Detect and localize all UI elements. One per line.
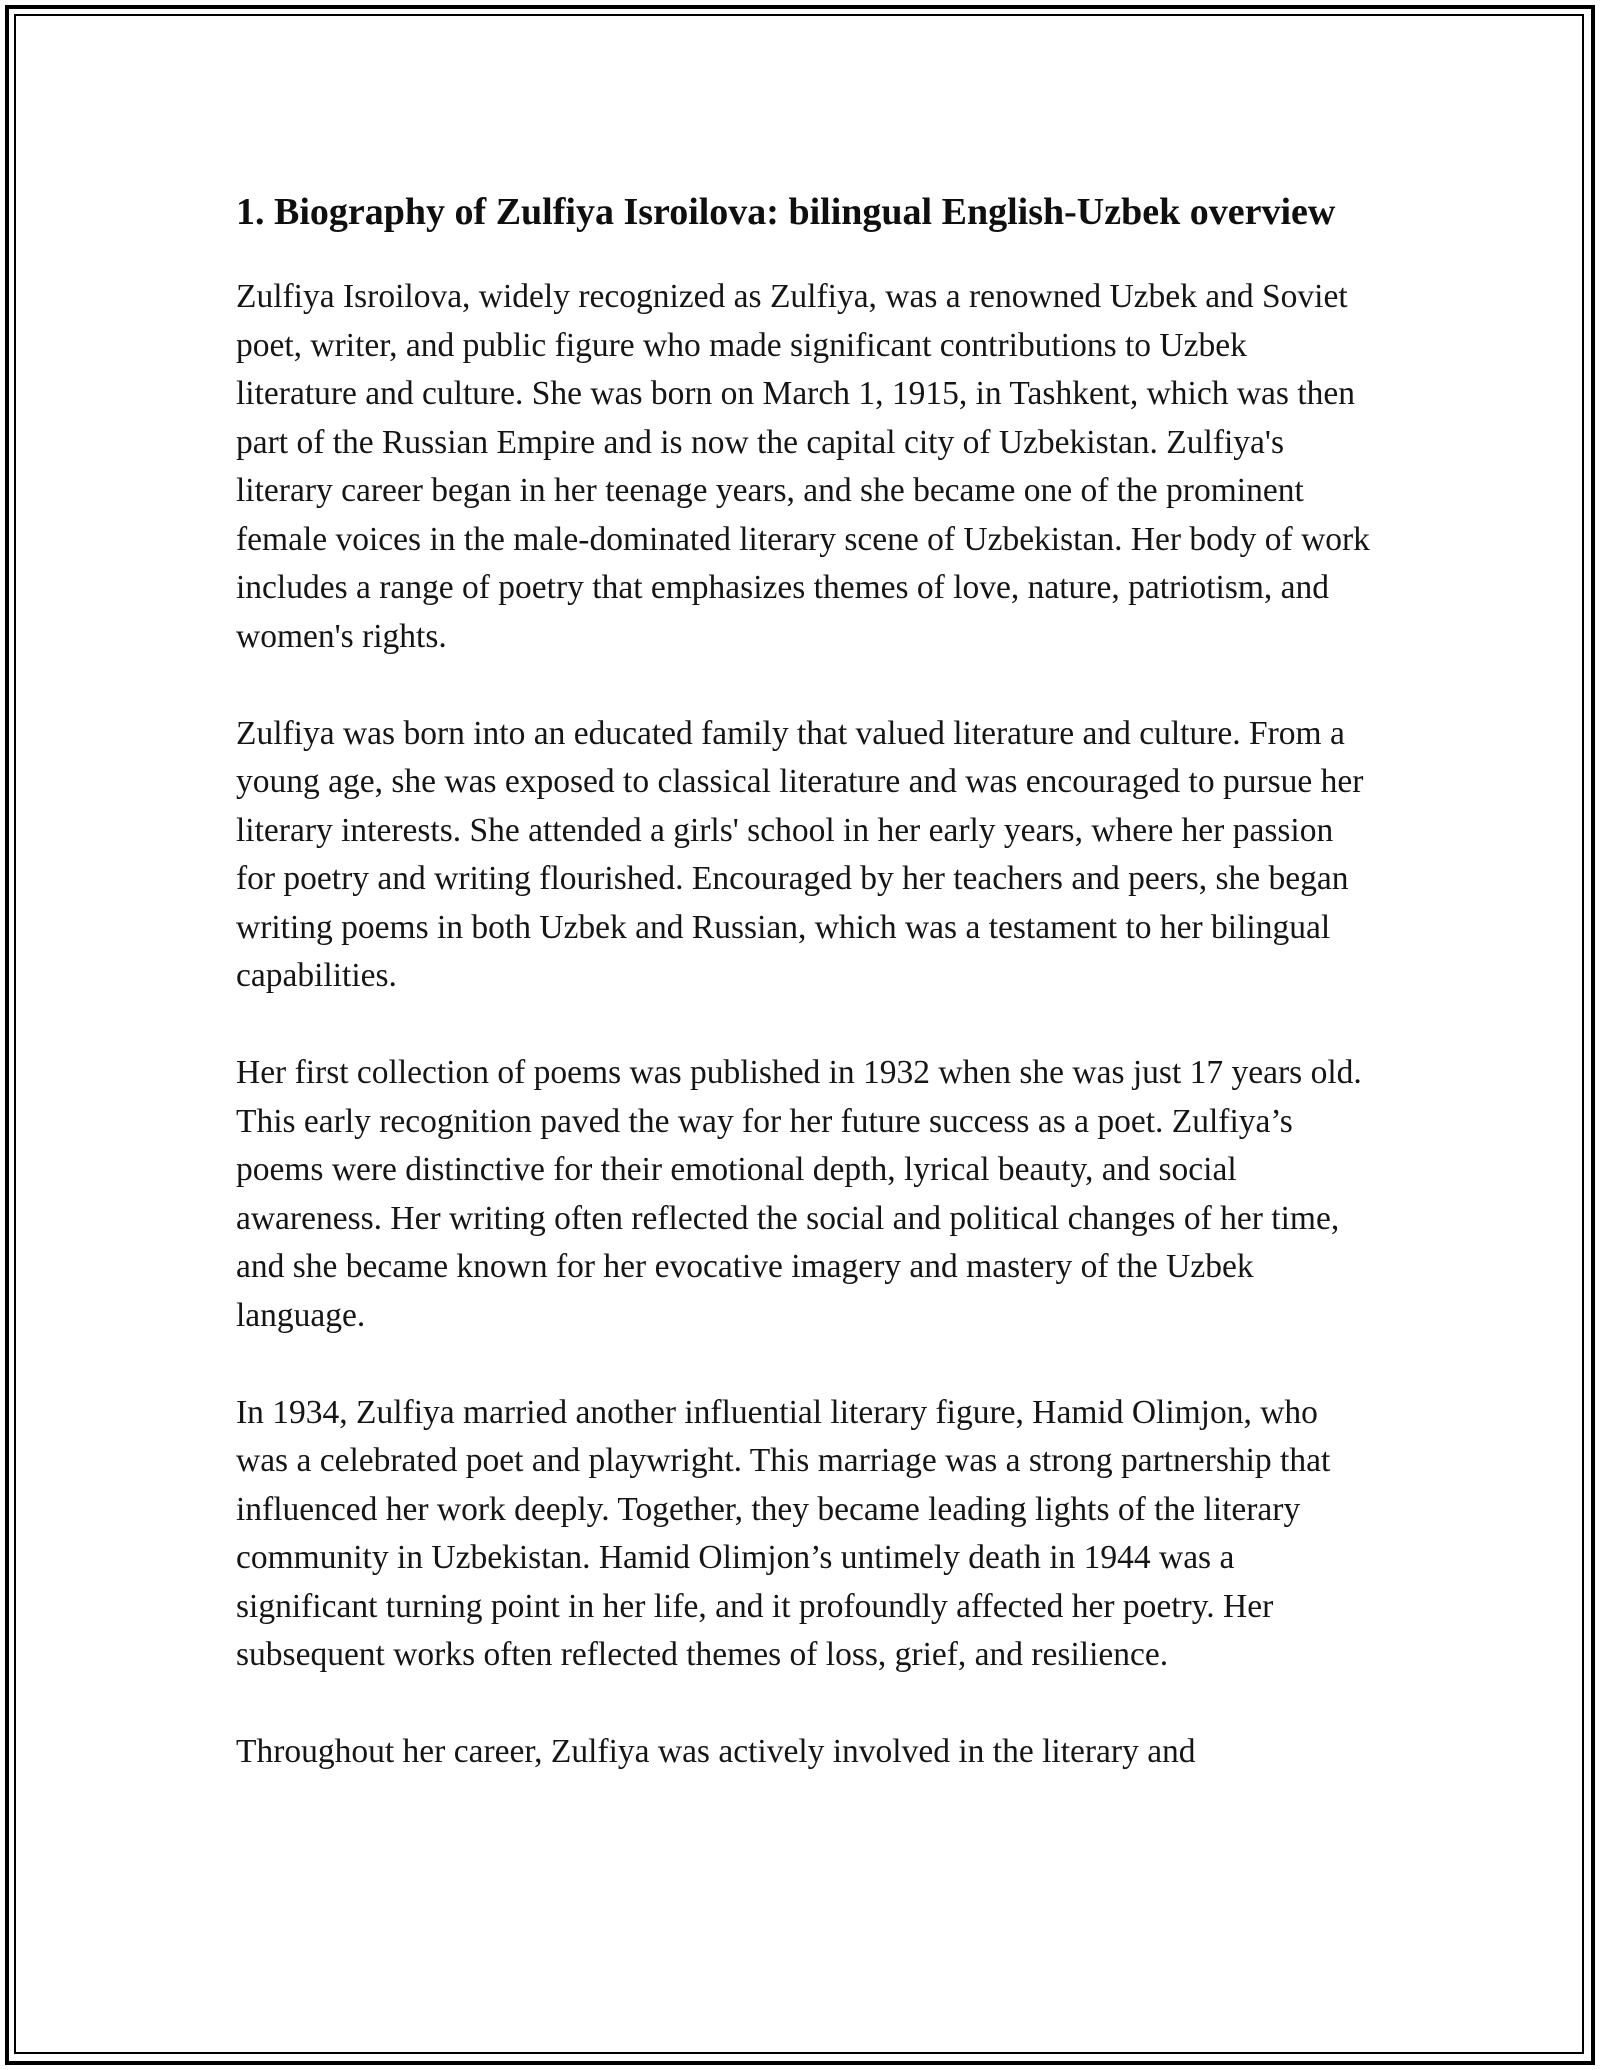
paragraph-3: Her first collection of poems was published in 1932 when she was just 17 years old. This early recognition paved the way for her future success as a poet. Zulfiya’s poems were distinctive for their emotional depth, lyrical beauty, and social awareness. Her writing often reflected the social and political changes of her time, and she became known for her evocative imagery and mastery of the Uzbek language. — [236, 1054, 1362, 1334]
paragraph-4: In 1934, Zulfiya married another influential literary figure, Hamid Olimjon, who was a celebrated poet and playwright. This marriage was a strong partnership that influenced her work deeply. Together, they became leading lights of the literary community in Uzbekistan. Hamid Olimjon’s untimely death in 1944 was a significant turning point in her life, and it profoundly affected her poetry. Her subsequent works often reflected themes of loss, grief, and resilience. — [236, 1393, 1331, 1673]
paragraph-2: Zulfiya was born into an educated family that valued literature and culture. From a young age, she was exposed to classical literature and was encouraged to pursue her literary interests. She attended a girls' school in her early years, where her passion for poetry and writing flourished. Encouraged by her teachers and peers, she began writing poems in both Uzbek and Russian, which was a testament to her bilingual capabilities. — [236, 714, 1364, 994]
document-body — [236, 185, 1376, 1825]
section-heading: 1. Biography of Zulfiya Isroilova: bilingual English-Uzbek overview — [236, 191, 1336, 233]
paragraph-1: Zulfiya Isroilova, widely recognized as Zulfiya, was a renowned Uzbek and Soviet poet, writer, and public figure who made significant contributions to Uzbek literature and culture. She was born on March 1, 1915, in Tashkent, which was then part of the Russian Empire and is now the capital city of Uzbekistan. Zulfiya's literary career began in her teenage years, and she became one of the prominent female voices in the male-dominated literary scene of Uzbekistan. Her body of work includes a range of poetry that emphasizes themes of love, nature, patriotism, and women's rights. — [236, 278, 1370, 655]
paragraph-5: Throughout her career, Zulfiya was actively involved in the literary and — [236, 1733, 1196, 1770]
